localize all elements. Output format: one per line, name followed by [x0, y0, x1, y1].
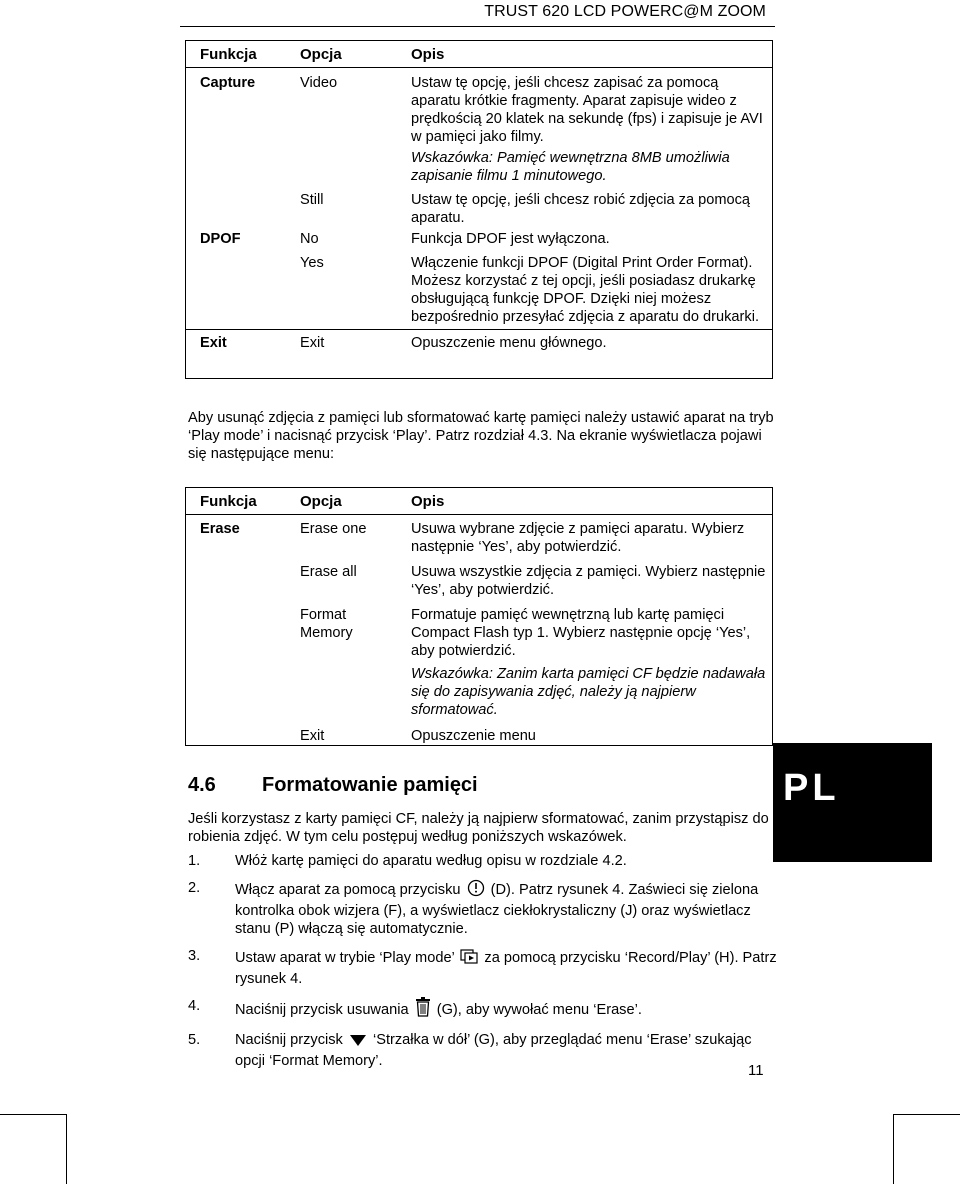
- trash-icon: [415, 997, 431, 1022]
- step-number: 4.: [188, 998, 201, 1014]
- description-cell: [397, 74, 767, 185]
- option-cell: Yes: [300, 255, 324, 271]
- option-cell: Format Memory: [300, 607, 353, 641]
- table-row: [186, 329, 772, 352]
- section-number: 4.6: [188, 774, 216, 796]
- list-item: [188, 879, 778, 938]
- step-text: Włóż kartę pamięci do aparatu według opisu w rozdziale 4.2.: [235, 853, 627, 869]
- power-icon: [467, 879, 485, 902]
- table-header: [186, 41, 772, 68]
- step-number: 3.: [188, 948, 201, 964]
- step-number: 2.: [188, 880, 201, 896]
- description-cell: Funkcja DPOF jest wyłączona.: [411, 231, 610, 247]
- list-item: [188, 852, 778, 870]
- table-header: [186, 488, 772, 515]
- option-cell: Exit: [300, 728, 325, 744]
- step-text: Naciśnij przycisk usuwania (G), aby wywołać menu ‘Erase’.: [235, 997, 778, 1022]
- description-cell: Usuwa wszystkie zdjęcia z pamięci. Wybierz następnie ‘Yes’, aby potwierdzić.: [411, 564, 766, 598]
- description-cell: Włączenie funkcji DPOF (Digital Print Order Format). Możesz korzystać z tej opcji, jeśli posiadasz drukarkę obsługującą funkcję DPOF. Dzięki niej możesz bezpośrednio przesyłać zdjęcia z aparatu do drukarki.: [411, 255, 760, 325]
- list-item: [188, 997, 778, 1022]
- description-cell: Opuszczenie menu: [411, 728, 536, 744]
- section-title: Formatowanie pamięci: [262, 774, 478, 796]
- down-arrow-icon: [349, 1033, 367, 1052]
- col-opcja: Opcja: [300, 493, 342, 510]
- step-number: 1.: [188, 853, 201, 869]
- description-cell: Usuwa wybrane zdjęcie z pamięci aparatu. Wybierz następnie ‘Yes’, aby potwierdzić.: [411, 521, 745, 555]
- option-cell: Video: [300, 75, 338, 91]
- col-opis: Opis: [411, 493, 445, 510]
- table-row: [186, 227, 772, 248]
- steps-list: [188, 852, 778, 1079]
- crop-mark: [66, 1114, 67, 1184]
- capture-menu-table: [185, 40, 773, 379]
- erase-menu-table: [185, 487, 773, 746]
- function-cell: Capture: [200, 75, 256, 91]
- crop-mark: [893, 1114, 894, 1184]
- function-cell: Exit: [200, 335, 227, 351]
- document-header: TRUST 620 LCD POWERC@M ZOOM: [484, 3, 766, 20]
- play-mode-icon: [460, 947, 478, 970]
- option-cell: Exit: [300, 335, 325, 351]
- description-cell: Opuszczenie menu głównego.: [411, 335, 607, 351]
- step-text: Ustaw aparat w trybie ‘Play mode’ za pomocą przycisku ‘Record/Play’ (H). Patrz rysunek 4.: [235, 947, 778, 988]
- table-row: [186, 599, 772, 719]
- function-cell: DPOF: [200, 231, 241, 247]
- description-cell: [397, 606, 767, 719]
- language-label: PL: [783, 767, 840, 809]
- list-item: [188, 1031, 778, 1070]
- option-cell: No: [300, 231, 319, 247]
- table-row: [186, 556, 772, 599]
- header-rule: [180, 26, 775, 27]
- section-intro: Jeśli korzystasz z karty pamięci CF, należy ją najpierw sformatować, zanim przystąpisz do robienia zdjęć. W tym celu postępuj według poniższych wskazówek.: [188, 811, 769, 845]
- table-row: [186, 719, 772, 745]
- language-tab: [773, 743, 932, 862]
- hint-text: Wskazówka: Zanim karta pamięci CF będzie nadawała się do zapisywania zdjęć, należy ją najpierw sformatować.: [411, 666, 766, 718]
- table-row: [186, 515, 772, 556]
- table-row: [186, 248, 772, 329]
- option-cell: Still: [300, 192, 324, 208]
- list-item: [188, 947, 778, 988]
- description-text: Formatuje pamięć wewnętrzną lub kartę pamięci Compact Flash typ 1. Wybierz następnie opcję ‘Yes’, aby potwierdzić.: [411, 607, 751, 659]
- col-funkcja: Funkcja: [200, 493, 257, 510]
- col-opis: Opis: [411, 46, 445, 63]
- option-cell: Erase all: [300, 564, 357, 580]
- step-text: Włącz aparat za pomocą przycisku (D). Patrz rysunek 4. Zaświeci się zielona kontrolka obok wizjera (F), a wyświetlacz ciekłokrystaliczny (J) oraz wyświetlacz stanu (P) włączą się automatycznie.: [235, 879, 778, 938]
- col-funkcja: Funkcja: [200, 46, 257, 63]
- col-opcja: Opcja: [300, 46, 342, 63]
- section-heading: [188, 773, 478, 797]
- step-number: 5.: [188, 1032, 201, 1048]
- crop-mark: [893, 1114, 960, 1115]
- step-text: Naciśnij przycisk ‘Strzałka w dół’ (G), aby przeglądać menu ‘Erase’ szukając opcji ‘Format Memory’.: [235, 1032, 752, 1069]
- table-row: [186, 68, 772, 185]
- intro-paragraph: Aby usunąć zdjęcia z pamięci lub sformatować kartę pamięci należy ustawić aparat na tryb ‘Play mode’ i nacisnąć przycisk ‘Play’. Patrz rozdział 4.3. Na ekranie wyświetlacza pojawi się następujące menu:: [188, 410, 774, 462]
- crop-mark: [0, 1114, 67, 1115]
- description-text: Ustaw tę opcję, jeśli chcesz zapisać za pomocą aparatu krótkie fragmenty. Aparat zapisuje wideo z prędkością 20 klatek na sekundę (fps) i zapisuje je AVI w pamięci jako filmy.: [411, 75, 763, 145]
- hint-text: Wskazówka: Pamięć wewnętrzna 8MB umożliwia zapisanie filmu 1 minutowego.: [411, 150, 730, 184]
- function-cell: Erase: [200, 521, 240, 537]
- page-number: 11: [748, 1062, 764, 1079]
- table-row: [186, 185, 772, 227]
- description-cell: Ustaw tę opcję, jeśli chcesz robić zdjęcia za pomocą aparatu.: [411, 192, 751, 226]
- option-cell: Erase one: [300, 521, 367, 537]
